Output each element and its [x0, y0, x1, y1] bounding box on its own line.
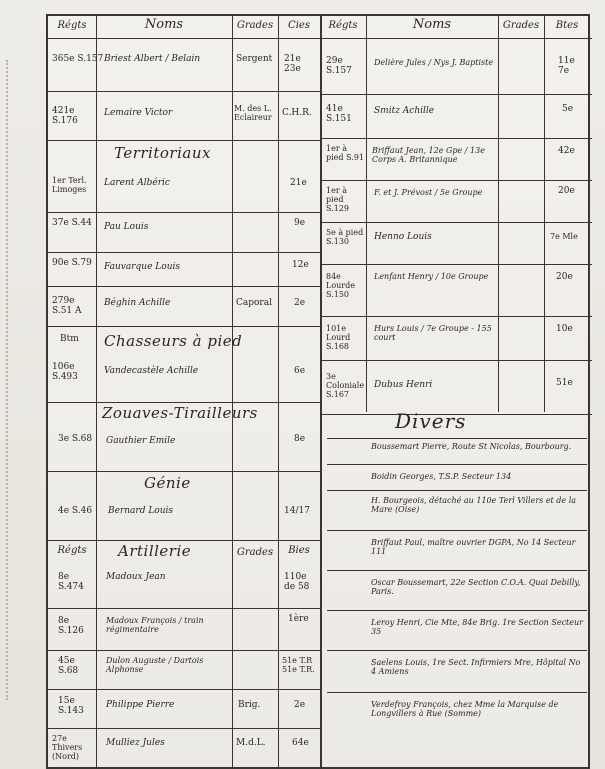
- reg-cell: 365e S.157: [52, 54, 104, 64]
- divers-entry: Saelens Louis, 1re Sect. Infirmiers Mre, Hôpital No 4 Amiens: [371, 658, 581, 676]
- header-noms: Noms: [412, 17, 452, 32]
- section-title: Génie: [144, 474, 191, 492]
- name-cell: Hurs Louis / 7e Groupe - 155 court: [374, 324, 492, 342]
- divers-title: Divers: [395, 409, 467, 433]
- grade-cell: M.d.L.: [236, 738, 266, 748]
- cie-cell: 1ère: [288, 614, 309, 624]
- cie-cell: 8e: [294, 434, 306, 444]
- col-divider: [96, 16, 97, 767]
- cie-cell: 6e: [294, 366, 306, 376]
- name-cell: Lemaire Victor: [104, 108, 173, 118]
- cie-cell: 64e: [292, 738, 309, 748]
- divers-entry: Oscar Boussemart, 22e Section C.O.A. Quai Debilly, Paris.: [371, 578, 581, 596]
- cie-cell: 11e 7e: [558, 56, 575, 76]
- grade-cell: Sergent: [236, 54, 273, 64]
- cie-cell: 51e: [556, 378, 573, 388]
- divers-entry: H. Bourgeois, détaché au 110e Terl Villers et de la Mare (Oise): [371, 496, 577, 514]
- name-cell: Dubus Henri: [374, 380, 433, 390]
- cie-cell: 21e: [290, 178, 307, 188]
- cie-cell: 42e: [558, 146, 575, 156]
- reg-cell: 279e S.51 A: [52, 296, 82, 316]
- cie-cell: 7e Mle: [550, 232, 578, 241]
- reg-cell: 421e S.176: [52, 106, 78, 126]
- header-cies: Btes: [555, 20, 579, 31]
- col-divider: [544, 16, 545, 412]
- header-grades: Grades: [236, 20, 274, 31]
- reg-cell: 5e à pied S.130: [326, 228, 364, 246]
- reg-cell: 3e S.68: [58, 434, 93, 444]
- section-title: Artillerie: [118, 542, 192, 560]
- cie-cell: 5e: [562, 104, 574, 114]
- name-cell: Mulliez Jules: [106, 738, 165, 748]
- name-cell: Vandecastèle Achille: [104, 366, 199, 376]
- cie-cell: 110e de 58: [284, 572, 310, 592]
- grade-cell: M. des L. Eclaireur: [234, 104, 272, 122]
- header-grades: Grades: [236, 547, 274, 558]
- col-divider: [366, 16, 367, 412]
- header-noms: Noms: [144, 17, 184, 32]
- divers-entry: Verdefroy François, chez Mme la Marquise de Longvillers à Rue (Somme): [371, 700, 559, 718]
- reg-cell: 90e S.79: [52, 258, 92, 268]
- header-cies: Cies: [288, 20, 310, 31]
- cie-cell: 21e 23e: [284, 54, 301, 74]
- cie-cell: 20e: [556, 272, 573, 282]
- cie-cell: 14/17: [284, 506, 310, 516]
- name-cell: Dulon Auguste / Dartois Alphonse: [106, 656, 204, 674]
- reg-cell: 4e S.46: [58, 506, 93, 516]
- name-cell: Philippe Pierre: [106, 700, 175, 710]
- reg-cell: 37e S.44: [52, 218, 92, 228]
- cie-cell: 20e: [558, 186, 575, 196]
- reg-cell: 84e Lourde S.150: [326, 272, 355, 299]
- name-cell: Madoux Jean: [106, 572, 166, 582]
- section-title: Territoriaux: [114, 144, 211, 162]
- reg-cell: 1er à pied S.129: [326, 186, 350, 213]
- header-reg: Régts: [328, 20, 358, 31]
- header-reg: Régts: [57, 20, 87, 31]
- grade-cell: Caporal: [236, 298, 272, 308]
- name-cell: Fauvarque Louis: [104, 262, 180, 272]
- name-cell: Larent Albéric: [104, 178, 170, 188]
- cie-cell: C.H.R.: [282, 108, 312, 118]
- divers-entry: Leroy Henri, Cie Mte, 84e Brig. 1re Section Secteur 35: [371, 618, 583, 636]
- divers-entry: Boidin Georges, T.S.P. Secteur 134: [371, 472, 512, 481]
- reg-cell: 1er à pied S.91: [326, 144, 364, 162]
- cie-cell: 12e: [292, 260, 309, 270]
- reg-cell: 1er Terl. Limoges: [52, 176, 87, 194]
- header-grades: Grades: [502, 20, 540, 31]
- col-divider: [278, 16, 279, 767]
- cie-cell: 2e: [294, 298, 306, 308]
- header-reg: Régts: [57, 545, 87, 556]
- divers-entry: Boussemart Pierre, Route St Nicolas, Bourbourg.: [371, 442, 572, 451]
- reg-cell: 15e S.143: [58, 696, 84, 716]
- reg-cell: Btm: [60, 334, 79, 344]
- cie-cell: 2e: [294, 700, 306, 710]
- name-cell: Smitz Achille: [374, 106, 435, 116]
- col-divider-center: [320, 16, 322, 767]
- section-title: Zouaves-Tirailleurs: [102, 404, 258, 422]
- name-cell: Pau Louis: [104, 222, 149, 232]
- name-cell: Madoux François / train régimentaire: [106, 616, 204, 634]
- name-cell: Briest Albert / Belain: [104, 54, 201, 64]
- col-divider: [498, 16, 499, 412]
- section-title: Chasseurs à pied: [104, 332, 243, 350]
- name-cell: F. et J. Prévost / 5e Groupe: [374, 188, 483, 197]
- reg-cell: 8e S.474: [58, 572, 84, 592]
- col-divider: [232, 16, 233, 767]
- reg-cell: 3e Coloniale S.167: [326, 372, 365, 399]
- reg-cell: 27e Thivers (Nord): [52, 734, 83, 761]
- name-cell: Briffaut Jean, 12e Gpe / 13e Corps A. Britannique: [372, 146, 485, 164]
- cie-cell: 51e T.R 51e T.R.: [282, 656, 315, 674]
- divers-section: [327, 398, 587, 738]
- name-cell: Béghin Achille: [104, 298, 171, 308]
- reg-cell: 45e S.68: [58, 656, 79, 676]
- reg-cell: 101e Lourd S.168: [326, 324, 351, 351]
- name-cell: Gauthier Emile: [106, 436, 176, 446]
- cie-cell: 10e: [556, 324, 573, 334]
- name-cell: Lenfant Henry / 10e Groupe: [374, 272, 489, 281]
- reg-cell: 29e S.157: [326, 56, 352, 76]
- header-cies: Bies: [288, 545, 310, 556]
- divers-entry: Briffaut Paul, maître ouvrier DGPA, No 14 Secteur 111: [371, 538, 576, 556]
- name-cell: Henno Louis: [374, 232, 432, 242]
- binding-margin: [6, 60, 18, 700]
- cie-cell: 9e: [294, 218, 306, 228]
- name-cell: Bernard Louis: [108, 506, 174, 516]
- reg-cell: 106e S.493: [52, 362, 78, 382]
- name-cell: Delière Jules / Nys J. Baptiste: [374, 58, 494, 67]
- reg-cell: 8e S.126: [58, 616, 84, 636]
- reg-cell: 41e S.151: [326, 104, 352, 124]
- grade-cell: Brig.: [238, 700, 261, 710]
